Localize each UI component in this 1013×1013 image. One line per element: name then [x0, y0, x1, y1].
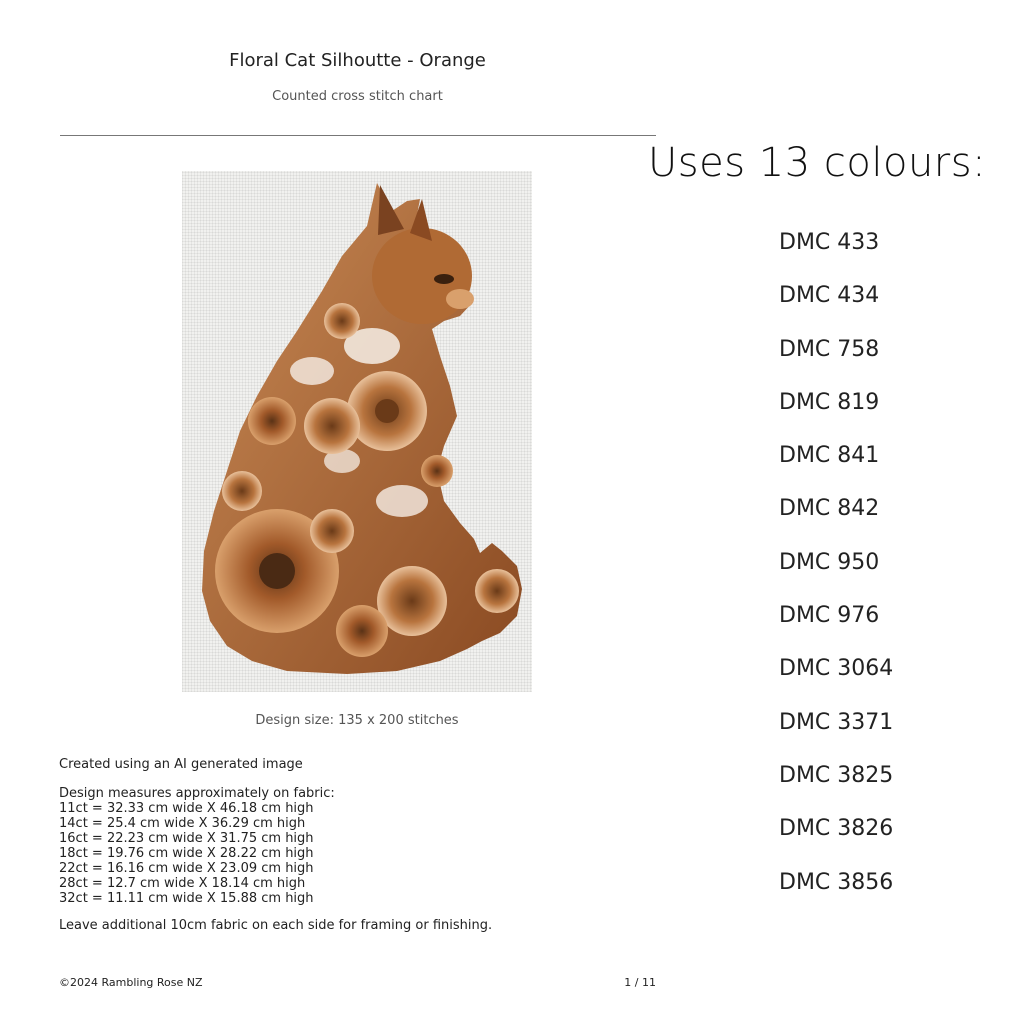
chart-subtitle: Counted cross stitch chart	[272, 89, 443, 104]
colour-item: DMC 950	[779, 549, 880, 575]
copyright: ©2024 Rambling Rose NZ	[59, 976, 203, 989]
page-number: 1 / 11	[624, 976, 656, 989]
design-preview-image	[182, 171, 532, 692]
colour-item: DMC 434	[779, 283, 880, 309]
colour-item: DMC 3826	[779, 816, 894, 842]
measure-32ct: 32ct = 11.11 cm wide X 15.88 cm high	[59, 891, 314, 906]
colour-item: DMC 976	[779, 603, 880, 629]
colour-count-heading: Uses 13 colours:	[648, 140, 987, 186]
measure-11ct: 11ct = 32.33 cm wide X 46.18 cm high	[59, 801, 314, 816]
design-notes	[59, 757, 619, 933]
colour-item: DMC 3064	[779, 656, 894, 682]
header-divider	[60, 135, 656, 136]
colour-item: DMC 841	[779, 443, 880, 469]
colour-item: DMC 3371	[779, 709, 894, 735]
colour-item: DMC 758	[779, 336, 880, 362]
measure-14ct: 14ct = 25.4 cm wide X 36.29 cm high	[59, 816, 306, 831]
colour-item: DMC 433	[779, 230, 880, 255]
measure-22ct: 22ct = 16.16 cm wide X 23.09 cm high	[59, 861, 314, 876]
colour-item: DMC 3856	[779, 869, 894, 895]
floral-cat-illustration	[182, 171, 532, 692]
colour-list	[779, 227, 893, 920]
chart-title: Floral Cat Silhoutte - Orange	[229, 50, 486, 71]
colour-item: DMC 842	[779, 496, 880, 522]
measures-heading: Design measures approximately on fabric:	[59, 786, 335, 801]
measure-28ct: 28ct = 12.7 cm wide X 18.14 cm high	[59, 876, 306, 891]
colour-item: DMC 3825	[779, 762, 894, 788]
colour-item: DMC 819	[779, 389, 880, 415]
measure-16ct: 16ct = 22.23 cm wide X 31.75 cm high	[59, 831, 314, 846]
fabric-note: Leave additional 10cm fabric on each side for framing or finishing.	[59, 918, 493, 933]
design-size-label: Design size: 135 x 200 stitches	[255, 713, 459, 728]
ai-note: Created using an AI generated image	[59, 757, 303, 772]
measure-18ct: 18ct = 19.76 cm wide X 28.22 cm high	[59, 846, 314, 861]
